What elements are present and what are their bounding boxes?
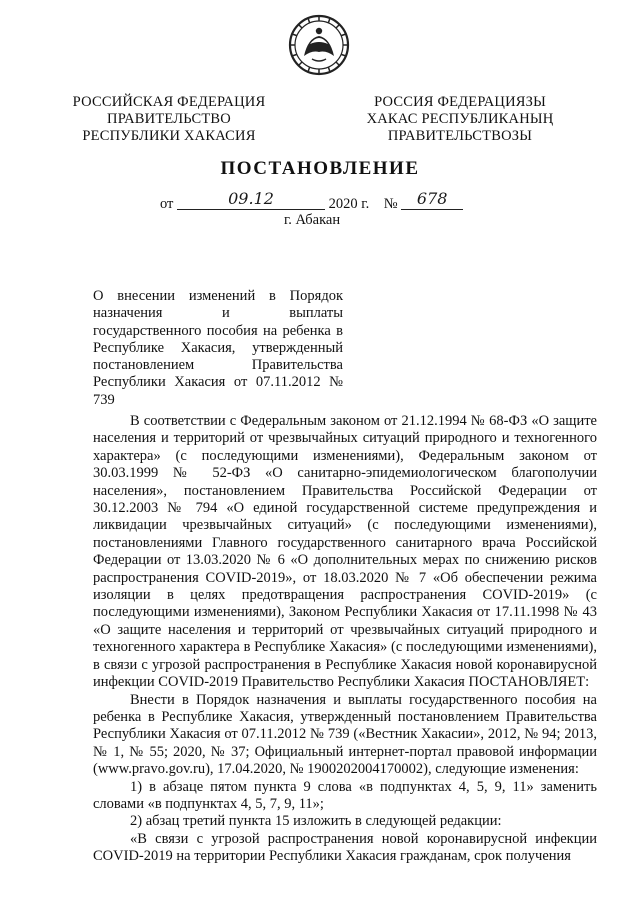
handwritten-date: 09.12 [228,189,274,208]
date-prefix: от [160,196,174,212]
coat-of-arms-emblem [288,14,350,76]
header-right-block [355,94,565,145]
body-paragraph: Внести в Порядок назначения и выплаты государственного пособия на ребенка в Республике Хакасия, утвержденный постановлением Правительства Республики Хакасия от 07.11.2012 № 739 («Вестник Хакасии», 2012, № 94; 2013, № 1, № 55; 2020, № 37; Официальный интернет-портал правовой информации (www.pravo.gov.ru), 17.04.2020, № 1900202004170002), следующие изменения: [93,691,597,778]
year-label: 2020 г. [328,196,370,212]
header-left-line: ПРАВИТЕЛЬСТВО [107,111,231,127]
city-label: г. Абакан [284,212,341,228]
number-field [401,189,463,210]
header-right-line: ПРАВИТЕЛЬСТВОЗЫ [387,128,533,144]
document-body [93,413,597,866]
header-left-line: РОССИЙСКАЯ ФЕДЕРАЦИЯ [72,94,266,110]
number-label: № [383,196,398,212]
date-number-row [160,189,463,213]
body-paragraph: В соответствии с Федеральным законом от 21.12.1994 № 68-ФЗ «О защите населения и территорий от чрезвычайных ситуаций природного и техногенного характера» (с последующими изменениями), Федеральным законом от 30.03.1999 № 52-ФЗ «О санитарно-эпидемиологическом благополучии населения», постановлением Правительства Российской Федерации от 30.12.2003 № 794 «О единой государственной системе предупреждения и ликвидации чрезвычайных ситуаций» (с последующими изменениями), постановлениями Главного государственного санитарного врача Российской Федерации от 13.03.2020 № 6 «О дополнительных мерах по снижению рисков распространения COVID-2019», от 18.03.2020 № 7 «Об обеспечении режима изоляции в целях предотвращения распространения COVID-2019» (с последующими изменениями), Законом Республики Хакасия от 17.11.1998 № 43 «О защите населения и территорий от чрезвычайных ситуаций природного и техногенного характера в Республике Хакасия» (с последующими изменениями), в связи с угрозой распространения в Республике Хакасия новой коронавирусной инфекции COVID-2019 Правительство Республики Хакасия ПОСТАНОВЛЯЕТ: [93,413,597,691]
handwritten-number: 678 [416,189,448,208]
body-paragraph: «В связи с угрозой распространения новой коронавирусной инфекции COVID-2019 на территории Республики Хакасия гражданам, срок получения [93,830,597,865]
document-subject: О внесении изменений в Порядок назначения и выплаты государственного пособия на ребенка в Республике Хакасия, утвержденный постановлением Правительства Республики Хакасия от 07.11.2012 № 739 [93,288,343,408]
body-paragraph: 2) абзац третий пункта 15 изложить в следующей редакции: [130,813,502,830]
header-left-line: РЕСПУБЛИКИ ХАКАСИЯ [82,128,256,144]
document-title: ПОСТАНОВЛЕНИЕ [220,158,420,179]
header-left-block [64,94,274,145]
body-paragraph: 1) в абзаце пятом пункта 9 слова «в подпунктах 4, 5, 9, 11» заменить словами «в подпунктах 4, 5, 7, 9, 11»; [93,778,597,812]
date-field [177,189,325,210]
header-right-line: ХАКАС РЕСПУБЛИКАНЫҢ [366,111,554,127]
header-right-line: РОССИЯ ФЕДЕРАЦИЯЗЫ [374,94,546,110]
